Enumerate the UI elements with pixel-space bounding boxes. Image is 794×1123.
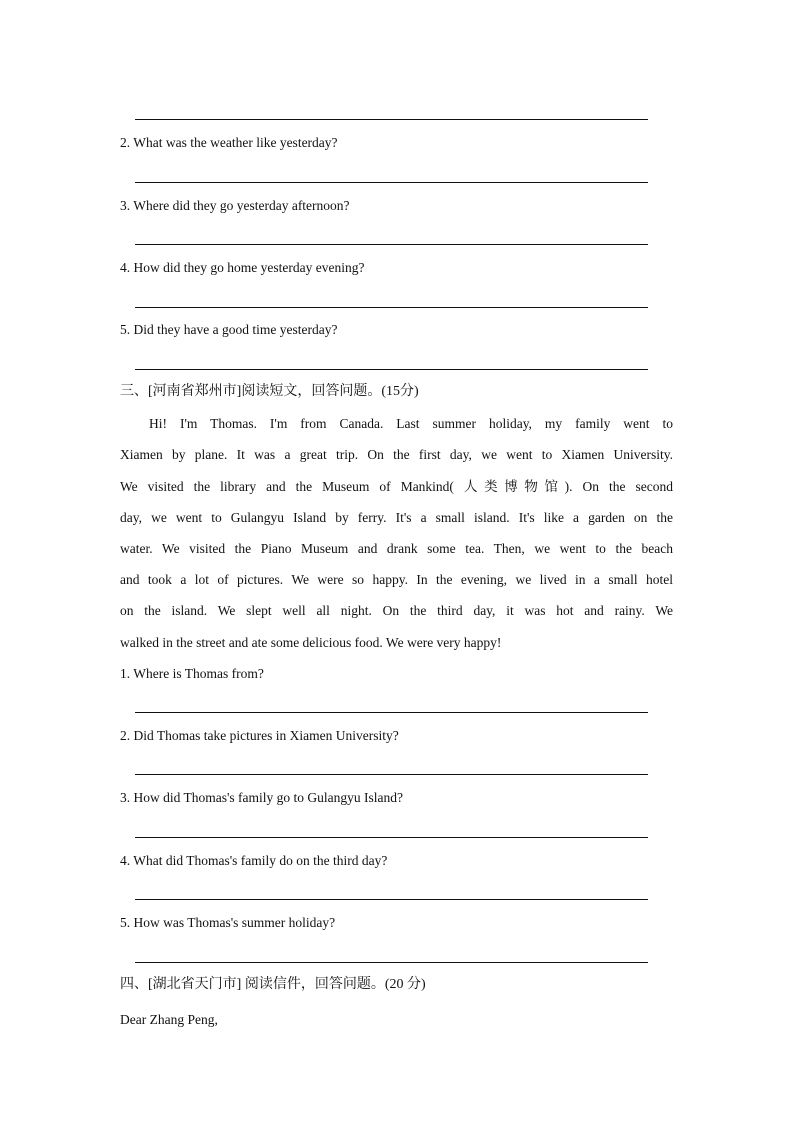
passage-line: day, we went to Gulangyu Island by ferry. It's a small island. It's like a garden on the	[120, 510, 673, 525]
answer-line[interactable]	[135, 119, 648, 120]
question: 1. Where is Thomas from?	[120, 666, 264, 681]
answer-line[interactable]	[135, 307, 648, 308]
passage-line: water. We visited the Piano Museum and drank some tea. Then, we went to the beach	[120, 541, 673, 556]
answer-line[interactable]	[135, 774, 648, 775]
question: 4. How did they go home yesterday evening?	[120, 260, 365, 275]
question: 4. What did Thomas's family do on the third day?	[120, 853, 388, 868]
answer-line[interactable]	[135, 182, 648, 183]
passage-line: on the island. We slept well all night. On the third day, it was hot and rainy. We	[120, 603, 673, 618]
answer-line[interactable]	[135, 244, 648, 245]
answer-line[interactable]	[135, 369, 648, 370]
passage-line: Hi! I'm Thomas. I'm from Canada. Last summer holiday, my family went to	[149, 416, 673, 431]
answer-line[interactable]	[135, 962, 648, 963]
passage-line: Xiamen by plane. It was a great trip. On the first day, we went to Xiamen University.	[120, 447, 673, 462]
passage-line: We visited the library and the Museum of Mankind( 人类博物馆). On the second	[120, 479, 673, 494]
question: 2. What was the weather like yesterday?	[120, 135, 338, 150]
answer-line[interactable]	[135, 899, 648, 900]
question: 5. Did they have a good time yesterday?	[120, 322, 338, 337]
passage-line: walked in the street and ate some delicious food. We were very happy!	[120, 635, 502, 650]
section-heading: 三、[河南省郑州市]阅读短文，回答问题。(15分)	[120, 384, 419, 399]
passage-line: and took a lot of pictures. We were so happy. In the evening, we lived in a small hotel	[120, 572, 673, 587]
letter-greeting: Dear Zhang Peng,	[120, 1012, 218, 1027]
question: 5. How was Thomas's summer holiday?	[120, 915, 336, 930]
question: 2. Did Thomas take pictures in Xiamen University?	[120, 728, 399, 743]
question: 3. How did Thomas's family go to Gulangyu Island?	[120, 790, 404, 805]
question: 3. Where did they go yesterday afternoon?	[120, 198, 350, 213]
answer-line[interactable]	[135, 837, 648, 838]
answer-line[interactable]	[135, 712, 648, 713]
section-heading: 四、[湖北省天门市] 阅读信件，回答问题。(20 分)	[120, 977, 426, 992]
